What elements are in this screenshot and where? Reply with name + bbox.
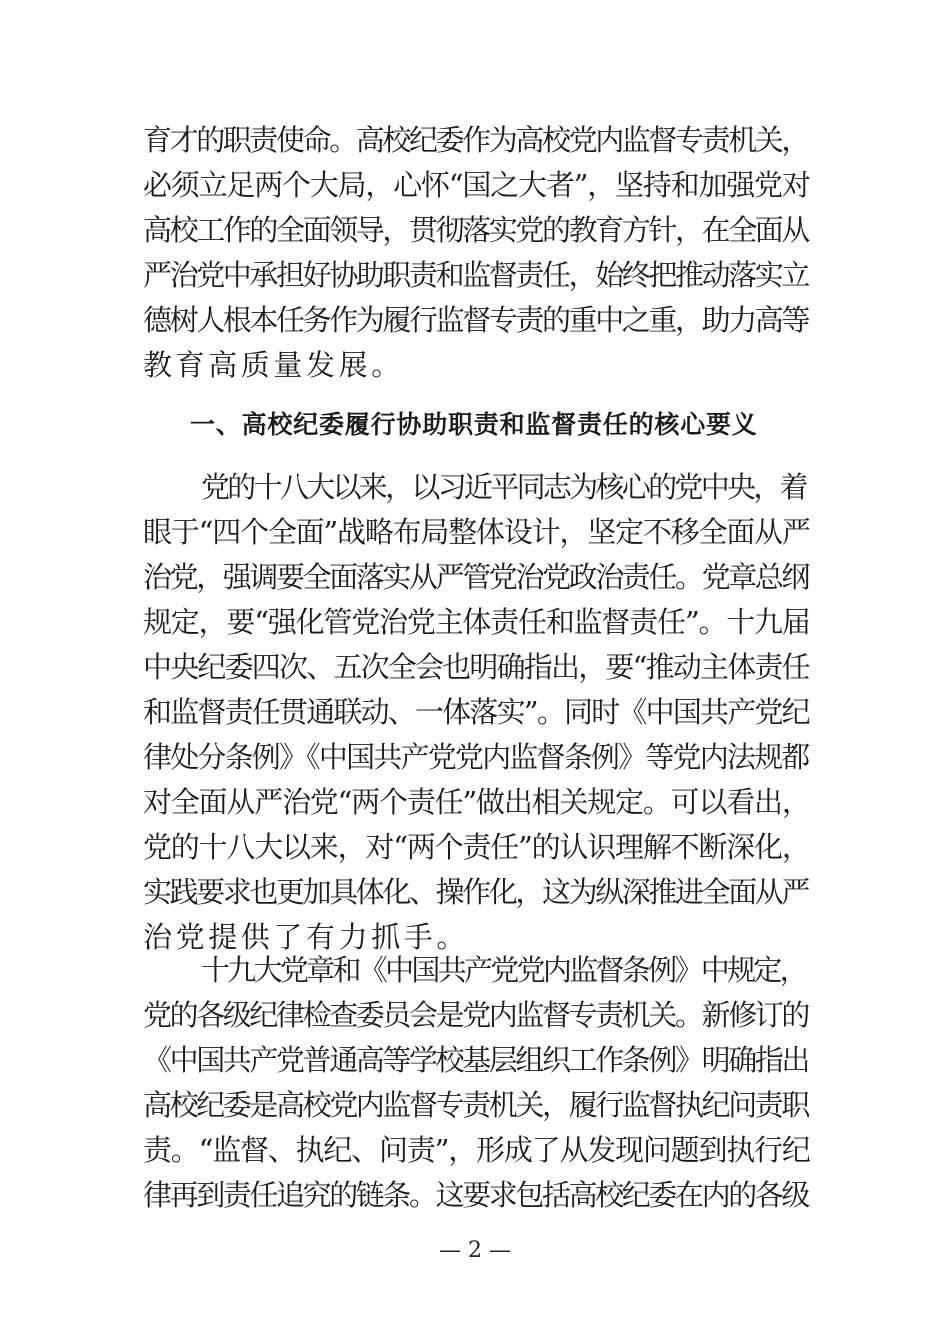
text-line: 高校纪委是高校党内监督专责机关，履行监督执纪问责职 bbox=[143, 1088, 809, 1122]
text-line: 治党提供了有力抓手。 bbox=[143, 920, 470, 954]
text-line: 责。“监督、执纪、问责”，形成了从发现问题到执行纪 bbox=[143, 1133, 810, 1167]
text-line: 律处分条例》《中国共产党党内监督条例》等党内法规都 bbox=[143, 740, 809, 774]
text-line: 必须立足两个大局，心怀“国之大者”，坚持和加强党对 bbox=[143, 168, 810, 202]
page-number: — 2 — bbox=[439, 1238, 511, 1263]
text-line: 党的十八大以来，以习近平同志为核心的党中央，着 bbox=[201, 470, 806, 504]
paragraph-2 bbox=[143, 948, 811, 1218]
text-line: 治党，强调要全面落实从严管党治党政治责任。党章总纲 bbox=[143, 560, 809, 594]
text-line: 律再到责任追究的链条。这要求包括高校纪委在内的各级 bbox=[143, 1178, 809, 1212]
text-line: 对全面从严治党“两个责任”做出相关规定。可以看出， bbox=[143, 785, 810, 819]
text-line: 眼于“四个全面”战略布局整体设计，坚定不移全面从严 bbox=[143, 515, 810, 549]
text-line: 育才的职责使命。高校纪委作为高校党内监督专责机关， bbox=[143, 123, 809, 157]
section-heading: 一、高校纪委履行协助职责和监督责任的核心要义 bbox=[190, 410, 758, 439]
text-line: 党的十八大以来，对“两个责任”的认识理解不断深化， bbox=[143, 830, 810, 864]
text-line: 《中国共产党普通高等学校基层组织工作条例》明确指出 bbox=[143, 1043, 809, 1077]
text-line: 和监督责任贯通联动、一体落实”。同时《中国共产党纪 bbox=[143, 695, 809, 729]
paragraph-1 bbox=[143, 465, 811, 960]
text-line: 规定，要“强化管党治党主体责任和监督责任”。十九届 bbox=[143, 605, 810, 639]
text-line: 高校工作的全面领导，贯彻落实党的教育方针，在全面从 bbox=[143, 213, 809, 247]
text-line: 党的各级纪律检查委员会是党内监督专责机关。新修订的 bbox=[143, 998, 809, 1032]
text-line: 教育高质量发展。 bbox=[143, 348, 404, 382]
text-line: 中央纪委四次、五次全会也明确指出，要“推动主体责任 bbox=[143, 650, 809, 684]
text-line: 德树人根本任务作为履行监督专责的重中之重，助力高等 bbox=[143, 303, 809, 337]
text-line: 十九大党章和《中国共产党党内监督条例》中规定， bbox=[201, 953, 806, 987]
intro-paragraph bbox=[143, 118, 811, 388]
text-line: 实践要求也更加具体化、操作化，这为纵深推进全面从严 bbox=[143, 875, 809, 909]
text-line: 严治党中承担好协助职责和监督责任，始终把推动落实立 bbox=[143, 258, 809, 292]
